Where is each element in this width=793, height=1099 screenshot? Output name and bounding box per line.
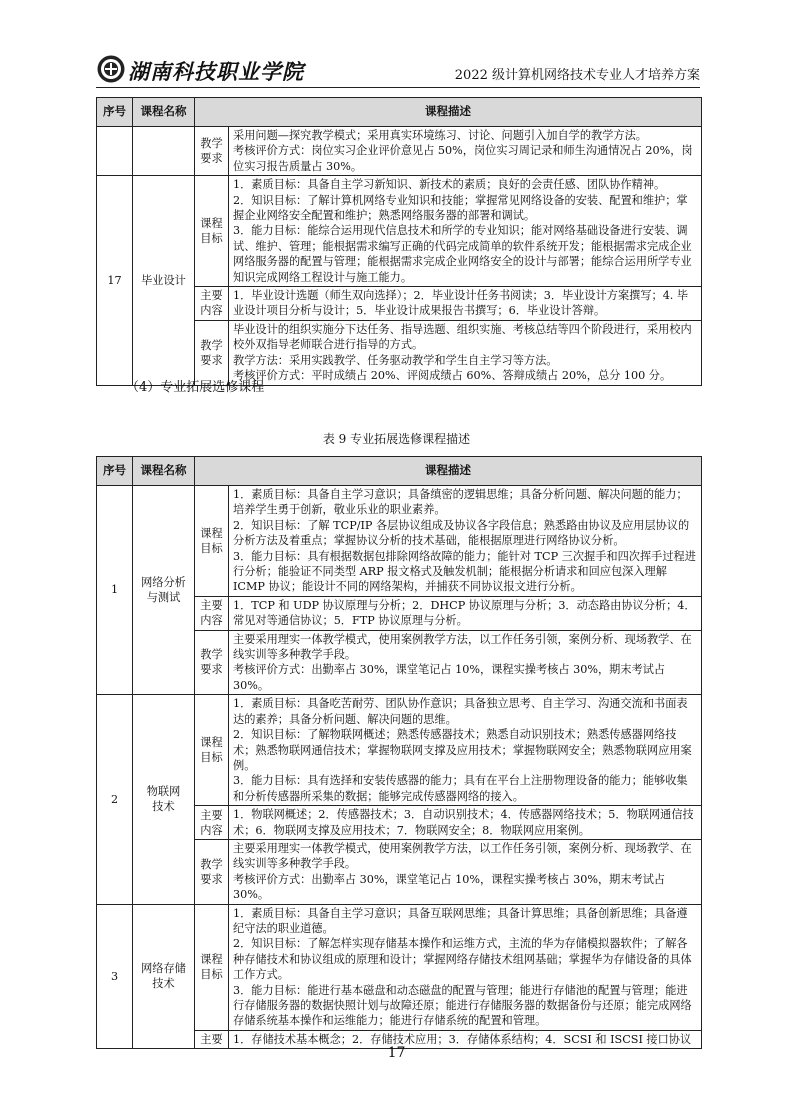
sub-label-cell [195,806,229,840]
description-line: 教学方法：采用实践教学、任务驱动教学和学生自主学习等方法。 [233,353,558,367]
description-line: 主要采用理实一体教学模式，使用案例教学方法，以工作任务引领，案例分析、现场教学、在线实训等多种教学手段。 [233,841,692,871]
description-line: 考核评价方式：平时成绩占 20%、评阅成绩占 60%、答辩成绩占 20%，总分 100 分。 [233,369,672,383]
sub-label-line: 教学 [200,338,223,352]
course-row [97,695,702,806]
description-line: 1．素质目标：具备自主学习新知识、新技术的素质；良好的会责任感、团队协作精神。 [233,178,666,192]
course-description [229,839,702,904]
description-line: 1．素质目标：具备自主学习意识；具备互联网思维；具备计算思维；具备创新思维；具备遵纪守法的职业道德。 [233,906,688,935]
sub-label-line: 内容 [200,823,223,837]
description-line: 3．能力目标：具有选择和安装传感器的能力；具有在平台上注册物理设备的能力；能够收集和分析传感器所采集的数据；能够完成传感器网络的接入。 [233,774,688,803]
sub-label-line: 目标 [200,541,223,555]
elective-course-table [96,456,702,1049]
course-name-cell-line: 物联网 [146,785,181,799]
sub-label-cell [195,904,229,1030]
course-description [229,486,702,597]
sub-label-line: 教学 [200,648,223,662]
description-line: 3．能力目标：能综合运用现代信息技术和所学的专业知识；能对网络基础设备进行安装、调试、维护、管理；能根据需求编写正确的代码完成简单的软件系统开发；能根据需求完成企业网络服务器的配置与管理；能根据需求完成企业网络安全的设计与部署；能综合运用所学专业知识完成网络工程设计与施工能力。 [233,224,692,284]
sub-label-line: 教学 [200,137,223,151]
description-line: 3．能力目标：具有根据数据包排除网络故障的能力；能针对 TCP 三次握手和四次挥手过程进行分析；能验证不同类型 ARP 报文格式及触发机制；能根据分析请求和回应包深入理解 ICMP 协议；能设计不同的网络架构，并捕获不同协议报文进行分析。 [233,549,696,594]
col-header-no: 序号 [97,457,133,486]
col-header-desc: 课程描述 [195,98,702,127]
course-name-cell-line: 网络存储 [141,961,186,975]
description-line: 毕业设计的组织实施分下达任务、指导选题、组织实施、考核总结等四个阶段进行，采用校内校外双指导老师联合进行指导的方式。 [233,322,692,352]
sub-label-cell [195,630,229,695]
sub-label-line: 课程 [200,526,223,540]
description-line: 1．物联网概述；2．传感器技术；3．自动识别技术；4．传感器网络技术；5．物联网通信技术；6．物联网支撑及应用技术；7．物联网安全；8．物联网应用案例。 [233,808,694,837]
col-header-name: 课程名称 [133,98,195,127]
sub-label-line: 课程 [200,217,223,231]
course-description [229,596,702,630]
sub-label-line: 目标 [200,968,223,982]
sub-label-cell [195,596,229,630]
course-description [229,806,702,840]
description-line: 1．存储技术基本概念；2．存储技术应用；3．存储体系结构；4．SCSI 和 ISCSI 接口协议 [233,1032,692,1046]
table-header-row [97,457,702,486]
description-line: 主要采用理实一体教学模式，使用案例教学方法，以工作任务引领，案例分析、现场教学、在线实训等多种教学手段。 [233,632,692,662]
col-header-desc: 课程描述 [195,457,702,486]
sub-label-line: 主要 [200,1033,223,1047]
course-number-cell: 3 [97,904,133,1049]
col-header-name: 课程名称 [133,457,195,486]
school-brand-name: 湖南科技职业学院 [128,59,304,84]
sub-label-line: 要求 [200,353,223,367]
description-line: 1．TCP 和 UDP 协议原理与分析；2．DHCP 协议原理与分析；3．动态路由协议分析；4．常见对等通信协议；5．FTP 协议原理与分析。 [233,598,696,628]
course-name-cell [133,695,195,904]
course-description [229,904,702,1030]
sub-label-line: 主要 [200,599,223,613]
course-name-cell: 毕业设计 [133,176,195,385]
course-number-cell: 1 [97,486,133,695]
section-heading: （4）专业拓展选修课程 [126,380,265,395]
sub-label-line: 目标 [200,751,223,765]
description-line: 采用问题—探究教学模式；采用真实环境练习、讨论、问题引入加自学的教学方法。 [233,129,647,142]
sub-label-line: 要求 [200,872,223,886]
description-line: 2．知识目标：了解 TCP/IP 各层协议组成及协议各字段信息；熟悉路由协议及应用层协议的分析方法及着重点；掌握协议分析的技术基础，能根据原理进行网络协议分析。 [233,518,690,548]
sub-label-line: 主要 [200,808,223,822]
description-line: 1．素质目标：具备自主学习意识；具备缜密的逻辑思维；具备分析问题、解决问题的能力；培养学生勇于创新，敬业乐业的职业素养。 [233,488,688,517]
course-number-cell: 17 [97,176,133,385]
sub-label-line: 教学 [200,857,223,871]
description-line: 考核评价方式：出勤率占 30%，课堂笔记占 10%，课程实操考核占 30%，期末考试占 30%。 [233,663,666,692]
course-row [97,904,702,1030]
document-title: 2022 级计算机网络技术专业人才培养方案 [454,68,700,83]
description-line: 考核评价方式：出勤率占 30%，课堂笔记占 10%，课程实操考核占 30%，期末考试占 30%。 [233,872,666,902]
course-name-cell-line: 技术 [152,800,175,814]
col-header-no: 序号 [97,98,133,127]
sub-label-line: 课程 [200,953,223,967]
description-line: 1．素质目标：具备吃苦耐劳、团队协作意识；具备独立思考、自主学习、沟通交流和书面表达的素养；具备分析问题、解决问题的思维。 [233,697,688,726]
course-row [97,486,702,597]
course-name-cell-line: 与测试 [146,591,181,605]
course-name-cell-line: 网络分析 [141,575,186,589]
course-description [229,695,702,806]
description-line: 考核评价方式：岗位实习企业评价意见占 50%，岗位实习周记录和师生沟通情况占 20%，岗位实习报告质量占 30%。 [233,144,693,173]
sub-label-line: 目标 [200,232,223,246]
course-number-cell: 2 [97,695,133,904]
sub-label-line: 主要 [200,289,223,303]
sub-label-line: 内容 [200,614,223,628]
sub-label-cell [195,486,229,597]
description-line: 3．能力目标：能进行基本磁盘和动态磁盘的配置与管理；能进行存储池的配置与管理；能进行存储服务器的数据快照计划与故障还原；能进行存储服务器的数据备份与还原；能完成网络存储系统基本操作和运维能力；能进行存储系统的配置和管理。 [233,983,692,1028]
description-line: 2．知识目标：了解怎样实现存储基本操作和运维方式，主流的华为存储模拟器软件；了解各种存储技术和协议组成的原理和设计；掌握网络存储技术组网基础；掌握华为存储设备的具体工作方式。 [233,937,692,982]
sub-label-line: 内容 [200,304,223,318]
sub-label-line: 要求 [200,152,223,166]
table-caption: 表 9 专业拓展选修课程描述 [322,432,471,446]
course-name-cell [133,486,195,695]
course-name-cell [133,904,195,1049]
course-name-cell-line: 技术 [152,977,175,991]
sub-label-line: 要求 [200,663,223,677]
sub-label-cell [195,839,229,904]
sub-label-cell [195,695,229,806]
page-number: 17 [387,1045,406,1061]
description-line: 2．知识目标：了解物联网概述；熟悉传感器技术；熟悉自动识别技术；熟悉传感器网络技术；熟悉物联网通信技术；掌握物联网支撑及应用技术；掌握物联网安全；熟悉物联网应用案例。 [233,728,692,772]
description-line: 1．毕业设计选题（师生双向选择）；2．毕业设计任务书阅读；3．毕业设计方案撰写；4. 毕业设计项目分析与设计；5．毕业设计成果报告书撰写；6．毕业设计答辩。 [233,289,689,318]
course-description [229,630,702,695]
sub-label-line: 课程 [200,736,223,750]
description-line: 2．知识目标：了解计算机网络专业知识和技能；掌握常见网络设备的安装、配置和维护；掌握企业网络安全配置和维护；熟悉网络服务器的部署和调试。 [233,193,688,223]
